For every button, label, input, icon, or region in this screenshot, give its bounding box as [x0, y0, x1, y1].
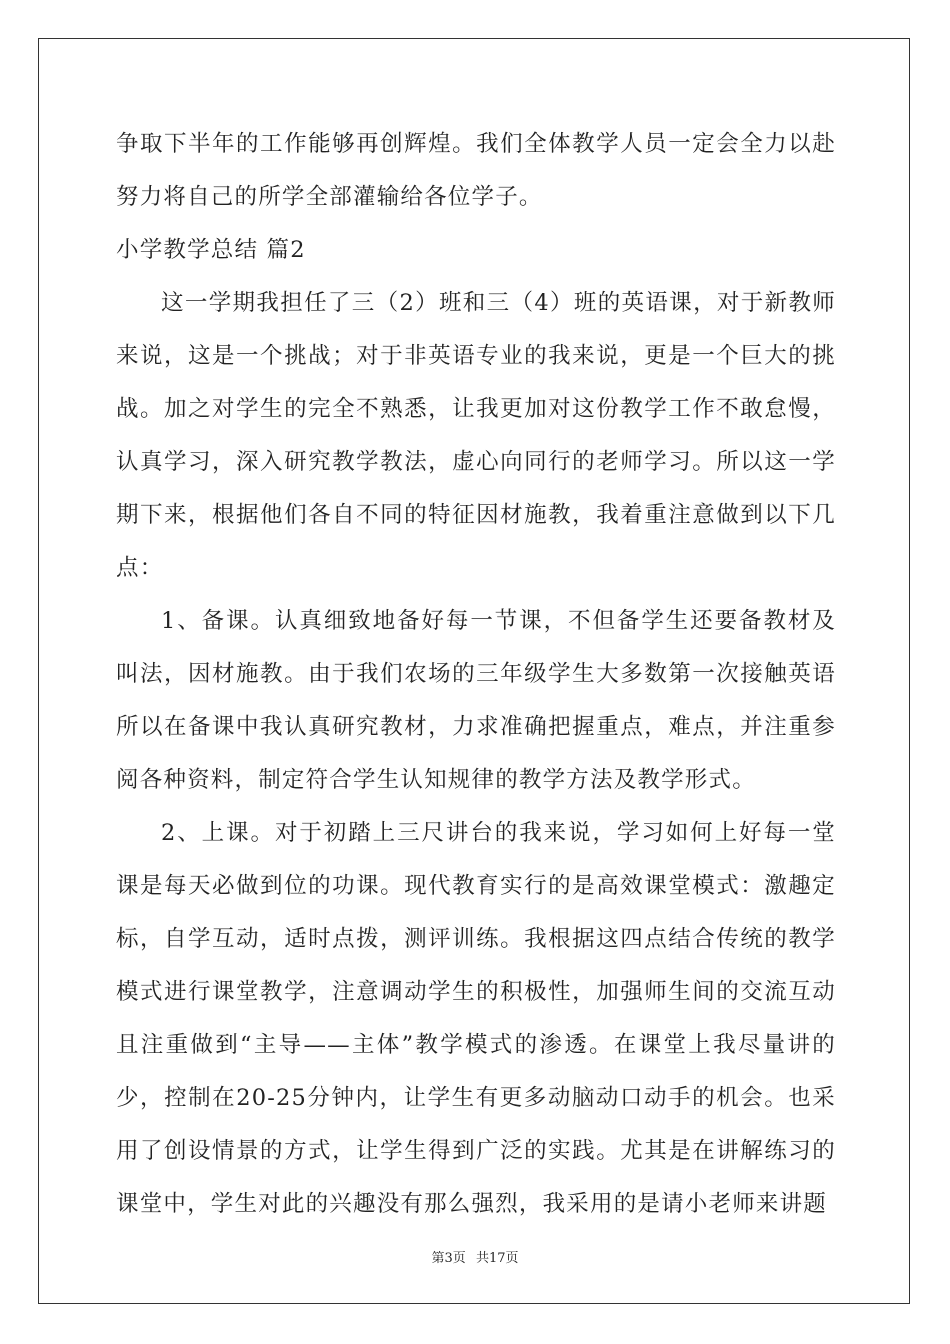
paragraph: 2、上课。对于初踏上三尺讲台的我来说，学习如何上好每一堂课是每天必做到位的功课。现代教育实行的是高效课堂模式：激趣定标，自学互动，适时点拨，测评训练。我根据这四点结合传统的教学模式进行课堂教学，注意调动学生的积极性，加强师生间的交流互动且注重做到“主导——主体”教学模式的渗透。在课堂上我尽量讲的少，控制在20-25分钟内，让学生有更多动脑动口动手的机会。也采用了创设情景的方式，让学生得到广泛的实践。尤其是在讲解练习的课堂中，学生对此的兴趣没有那么强烈，我采用的是请小老师来讲题 [116, 820, 836, 1217]
paragraph: 争取下半年的工作能够再创辉煌。我们全体教学人员一定会全力以赴努力将自己的所学全部灌输给各位学子。 [116, 131, 836, 210]
page-number: 第3页 [431, 1251, 466, 1266]
page-total: 共17页 [475, 1251, 519, 1266]
document-body [116, 118, 836, 1231]
paragraph: 1、备课。认真细致地备好每一节课，不但备学生还要备教材及叫法，因材施教。由于我们农场的三年级学生大多数第一次接触英语所以在备课中我认真研究教材，力求准确把握重点，难点，并注重参阅各种资料，制定符合学生认知规律的教学方法及教学形式。 [116, 608, 836, 793]
page-footer [0, 1247, 950, 1266]
section-heading: 小学教学总结 篇2 [116, 237, 306, 263]
paragraph: 这一学期我担任了三（2）班和三（4）班的英语课，对于新教师来说，这是一个挑战；对于非英语专业的我来说，更是一个巨大的挑战。加之对学生的完全不熟悉，让我更加对这份教学工作不敢怠慢，认真学习，深入研究教学教法，虚心向同行的老师学习。所以这一学期下来，根据他们各自不同的特征因材施教，我着重注意做到以下几点： [116, 290, 836, 581]
